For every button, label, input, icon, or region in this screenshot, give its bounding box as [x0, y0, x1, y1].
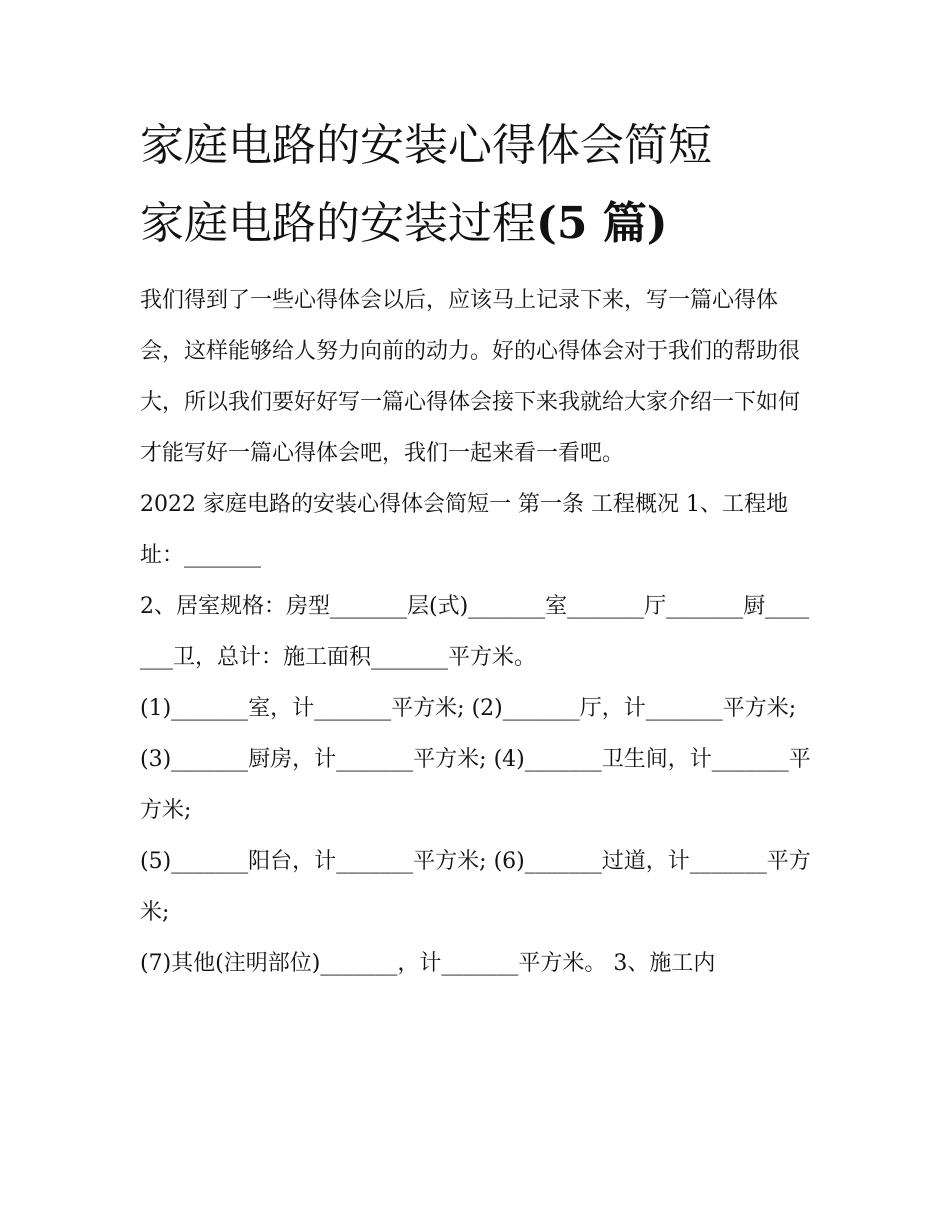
document-title-line-1: 家庭电路的安装心得体会简短 — [140, 120, 712, 171]
title-count: (5 篇) — [536, 198, 668, 249]
contract-paragraph-6: (7)其他(注明部位)_______，计_______平方米。 3、施工内 — [140, 951, 716, 976]
intro-paragraph: 我们得到了一些心得体会以后，应该马上记录下来，写一篇心得体会，这样能够给人努力向前的动力。好的心得体会对于我们的帮助很大，所以我们要好好写一篇心得体会接下来我就给大家介绍一下如何才能写好一篇心得体会吧，我们一起来看一看吧。 — [140, 288, 801, 466]
contract-paragraph-1: 2022 家庭电路的安装心得体会简短一 第一条 工程概况 1、工程地址：_______ — [140, 492, 788, 568]
document-body — [140, 275, 816, 989]
contract-paragraph-4: (3)_______厨房，计_______平方米; (4)_______卫生间，计_______平方米; — [140, 747, 811, 823]
contract-paragraph-2: 2、居室规格：房型_______层(式)_______室_______厅_______厨_______卫，总计：施工面积_______平方米。 — [140, 594, 810, 670]
title-prefix: 家庭电路的安装过程 — [140, 198, 536, 249]
contract-paragraph-3: (1)_______室，计_______平方米; (2)_______厅，计_______平方米; — [140, 696, 797, 721]
document-title-line-2 — [140, 195, 840, 253]
contract-paragraph-5: (5)_______阳台，计_______平方米; (6)_______过道，计_______平方米; — [140, 849, 811, 925]
